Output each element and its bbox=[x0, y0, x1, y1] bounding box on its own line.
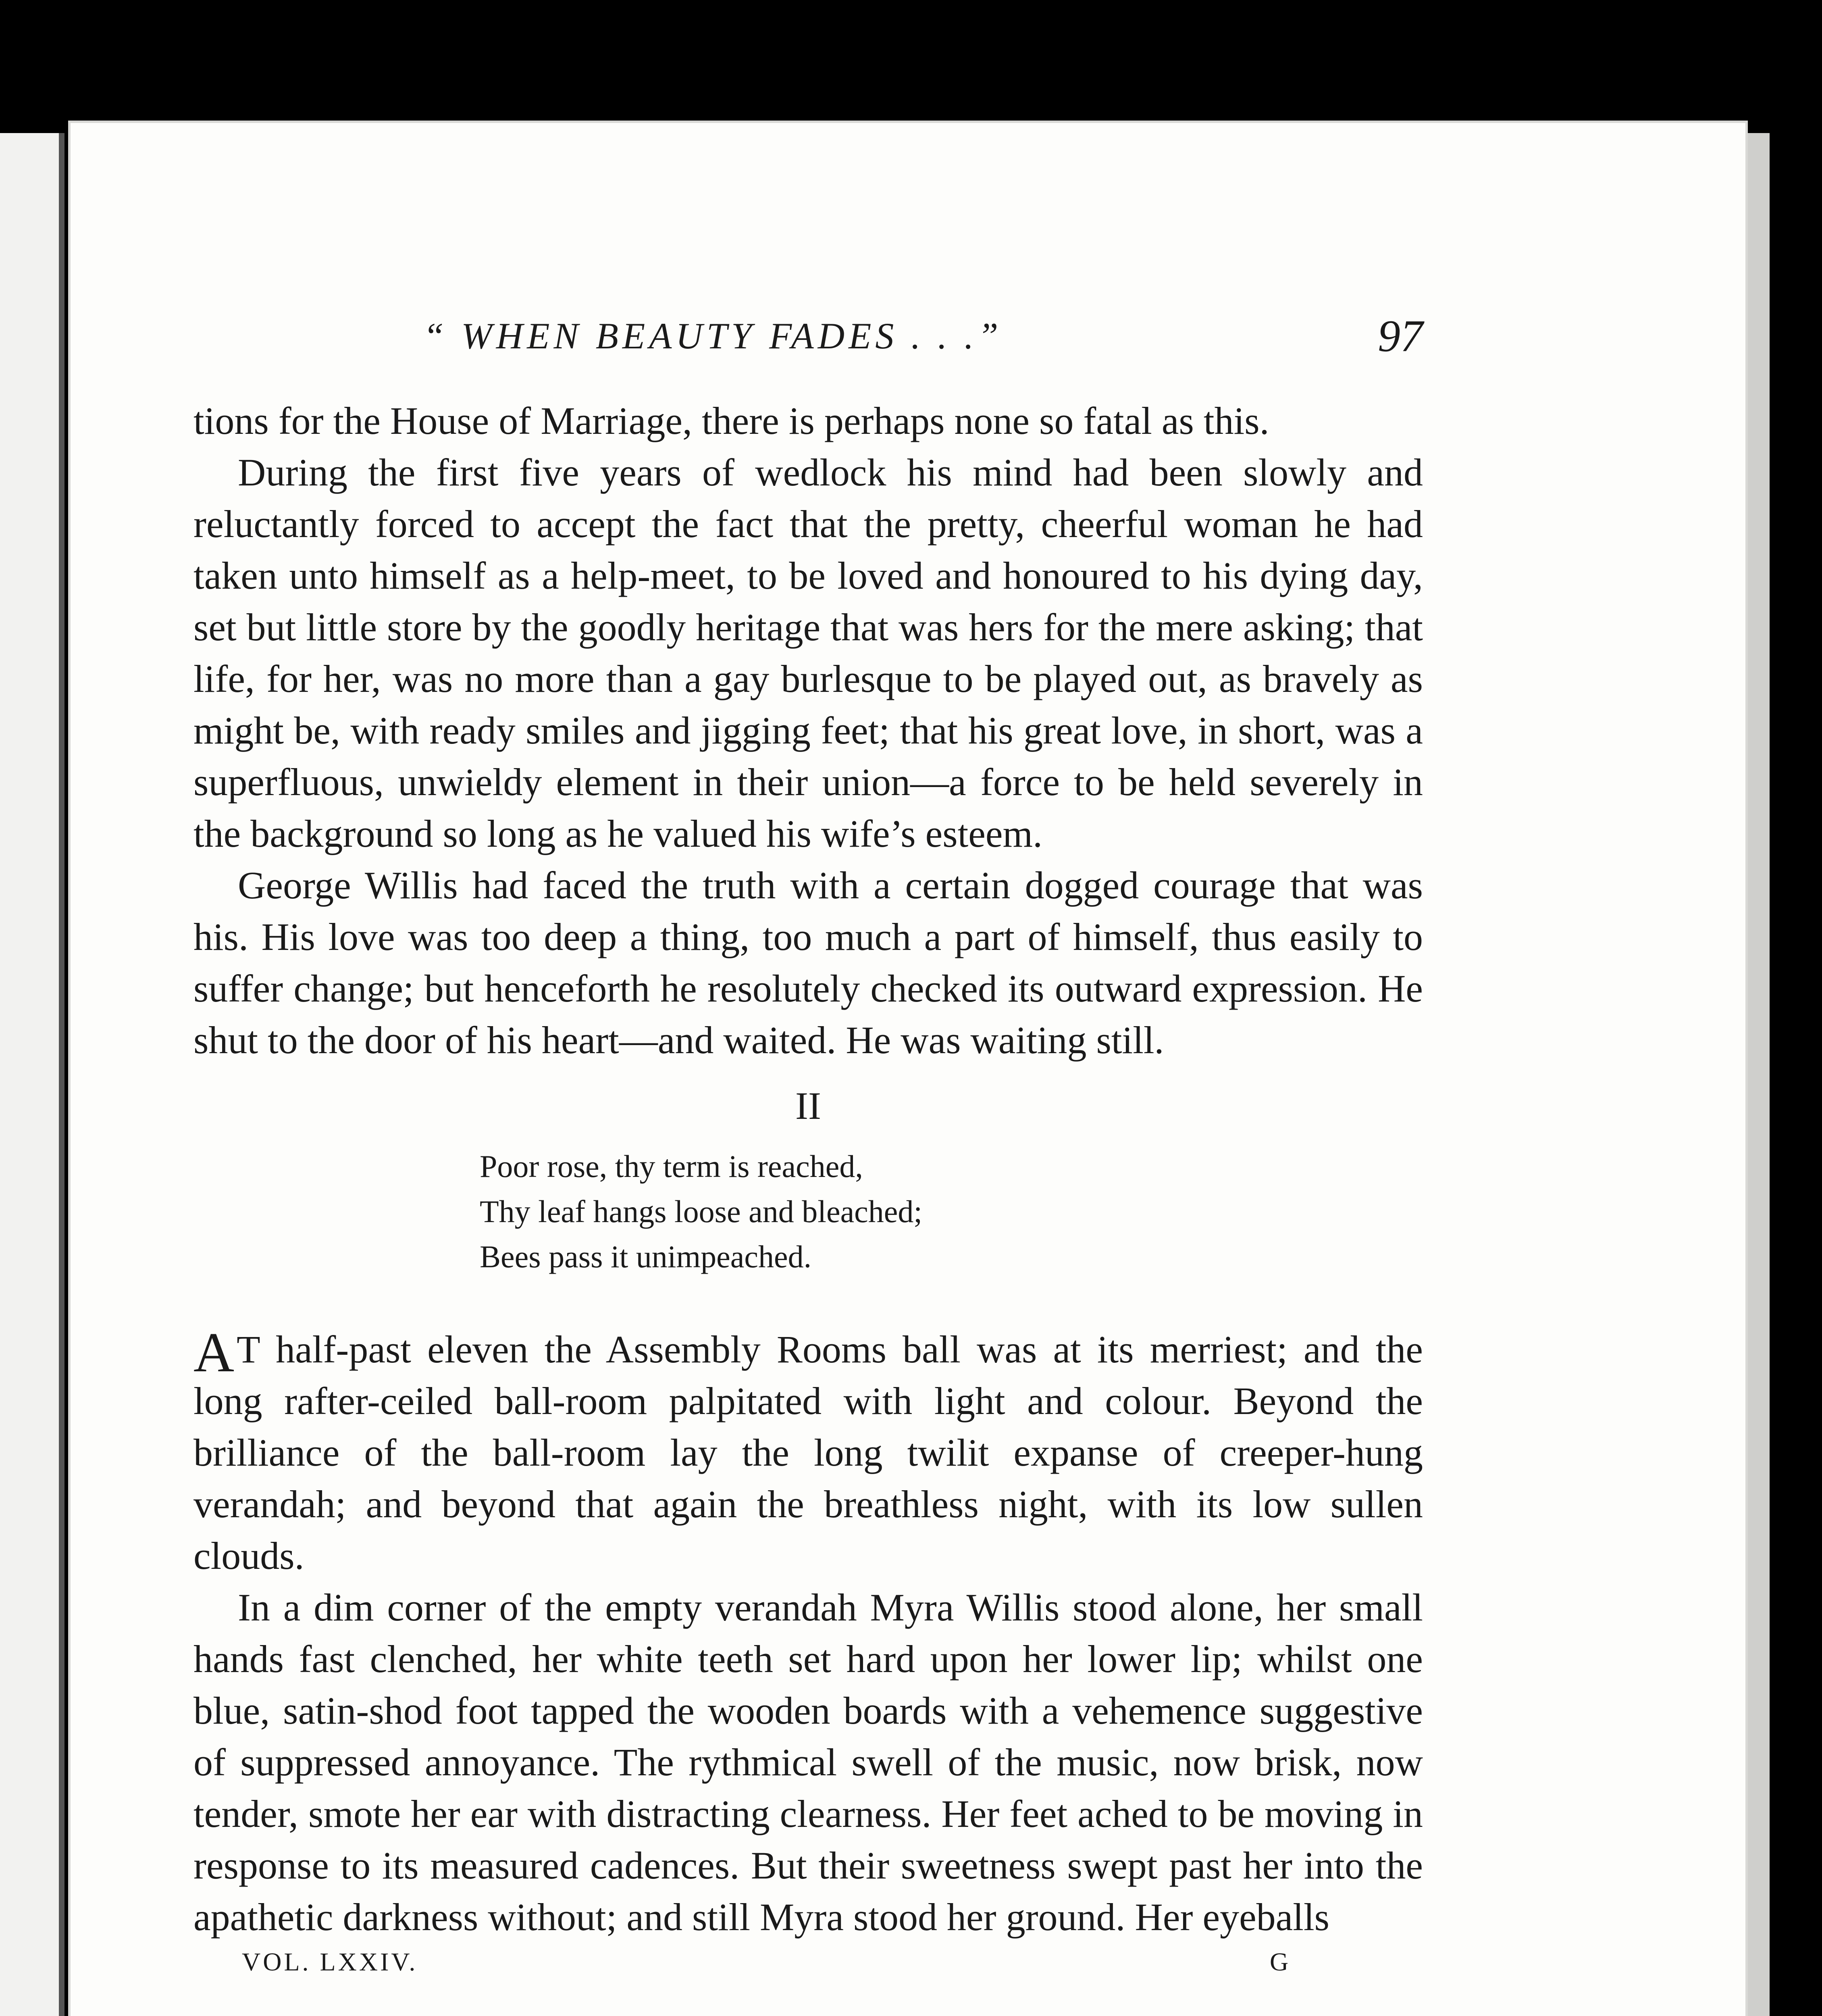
paragraph: During the first five years of wedlock his mind had been slowly and reluctantly forced to accept the fact that the pretty, cheerful woman he had taken unto himself as a help-meet, to be loved and honoured to his dying day, set but little store by the goodly heritage that was hers for the mere asking; that life, for her, was no more than a gay burlesque to be played out, as bravely as might be, with ready smiles and jigging feet; that his great love, in short, was a superfluous, unwieldy element in their union—a force to be held severely in the background so long as he valued his wife’s esteem. bbox=[193, 451, 1423, 855]
poem-line: Thy leaf hangs loose and bleached; bbox=[480, 1194, 923, 1229]
left-page-gutter bbox=[59, 133, 64, 2016]
text-block bbox=[193, 311, 1423, 1987]
body-text bbox=[193, 395, 1423, 1943]
page-right-edge bbox=[1745, 133, 1770, 2016]
dropcap-paragraph-text: T half-past eleven the Assembly Rooms ball was at its merriest; and the long rafter-ceiled ball-room palpitated with light and colour. Beyond the brilliance of the ball-room lay the long twilit expanse of creeper-hung verandah; and beyond that again the breathless night, with its low sullen clouds. bbox=[193, 1328, 1423, 1577]
paragraph-dropcap bbox=[193, 1321, 1423, 1582]
page-number: 97 bbox=[1378, 311, 1423, 361]
poem-line: Bees pass it unimpeached. bbox=[480, 1239, 812, 1274]
drop-cap: A bbox=[193, 1321, 235, 1384]
running-title: “ WHEN BEAUTY FADES . . .” bbox=[423, 315, 1003, 356]
paragraph: George Willis had faced the truth with a certain dogged courage that was his. His love was too deep a thing, too much a part of himself, thus easily to suffer change; but henceforth he resolutely checked its outward expression. He shut to the door of his heart—and waited. He was waiting still. bbox=[193, 864, 1423, 1062]
epigraph-poem bbox=[480, 1144, 1423, 1279]
left-page-strip bbox=[0, 133, 64, 2016]
poem-line: Poor rose, thy term is reached, bbox=[480, 1149, 863, 1184]
page-footer bbox=[193, 1947, 1423, 1987]
signature-mark: G bbox=[1270, 1947, 1291, 1976]
volume-label: VOL. LXXIV. bbox=[242, 1947, 418, 1976]
paragraph: In a dim corner of the empty verandah Myra Willis stood alone, her small hands fast clenched, her white teeth set hard upon her lower lip; whilst one blue, satin-shod foot tapped the wooden boards with a vehemence suggestive of suppressed annoyance. The rythmical swell of the music, now brisk, now tender, smote her ear with distracting clearness. Her feet ached to be moving in response to its measured cadences. But their sweetness swept past her into the apathetic darkness without; and still Myra stood her ground. Her eyeballs bbox=[193, 1586, 1423, 1939]
paragraph-continued: tions for the House of Marriage, there is perhaps none so fatal as this. bbox=[193, 399, 1269, 442]
running-head bbox=[193, 311, 1423, 375]
section-number: II bbox=[795, 1084, 821, 1127]
